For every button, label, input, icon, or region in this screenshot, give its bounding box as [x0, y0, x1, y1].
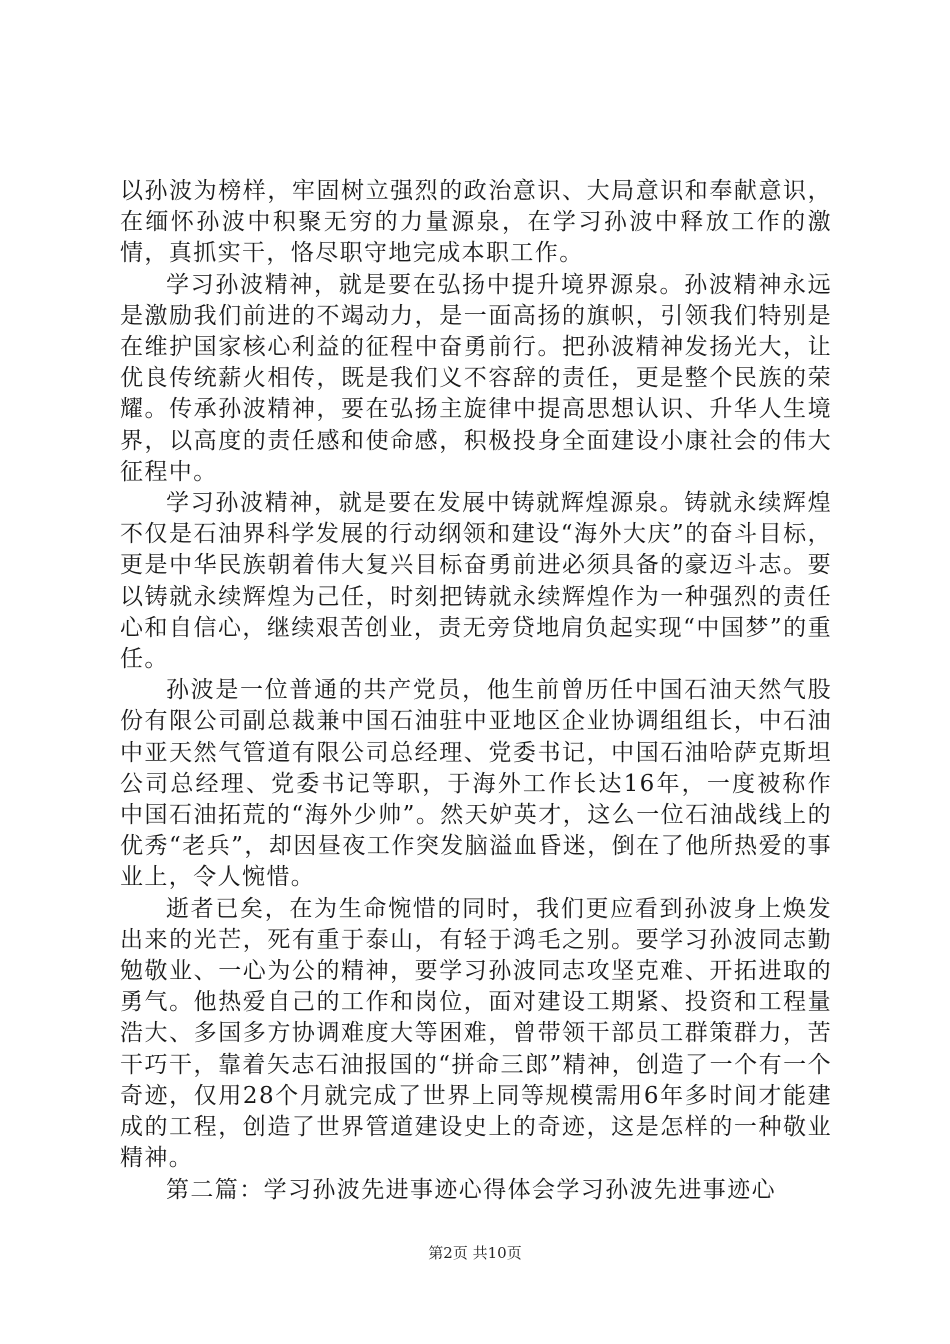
page-footer: 第2页 共10页 — [428, 1244, 522, 1262]
paragraph-1: 以孙波为榜样，牢固树立强烈的政治意识、大局意识和奉献意识，在缅怀孙波中积聚无穷的力量源泉，在学习孙波中释放工作的激情，真抓实干，恪尽职守地完成本职工作。 — [120, 178, 832, 267]
paragraph-5: 逝者已矣，在为生命惋惜的同时，我们更应看到孙波身上焕发出来的光芒，死有重于泰山，有轻于鸿毛之别。要学习孙波同志勤勉敬业、一心为公的精神，要学习孙波同志攻坚克难、开拓进取的勇气。他热爱自己的工作和岗位，面对建设工期紧、投资和工程量浩大、多国多方协调难度大等困难，曾带领干部员工群策群力，苦干巧干，靠着矢志石油报国的“拼命三郎”精神，创造了一个有一个奇迹，仅用28个月就完成了世界上同等规模需用6年多时间才能建成的工程，创造了世界管道建设史上的奇迹，这是怎样的一种敬业精神。 — [120, 895, 832, 1172]
paragraph-6: 第二篇：学习孙波先进事迹心得体会学习孙波先进事迹心 — [166, 1176, 776, 1203]
paragraph-3: 学习孙波精神，就是要在发展中铸就辉煌源泉。铸就永续辉煌不仅是石油界科学发展的行动纲领和建设“海外大庆”的奋斗目标，更是中华民族朝着伟大复兴目标奋勇前进必须具备的豪迈斗志。要以铸就永续辉煌为己任，时刻把铸就永续辉煌作为一种强烈的责任心和自信心，继续艰苦创业，责无旁贷地肩负起实现“中国梦”的重任。 — [120, 490, 832, 673]
document-body — [120, 176, 832, 1206]
paragraph-2: 学习孙波精神，就是要在弘扬中提升境界源泉。孙波精神永远是激励我们前进的不竭动力，是一面高扬的旗帜，引领我们特别是在维护国家核心利益的征程中奋勇前行。把孙波精神发扬光大，让优良传统薪火相传，既是我们义不容辞的责任，更是整个民族的荣耀。传承孙波精神，要在弘扬主旋律中提高思想认识、升华人生境界，以高度的责任感和使命感，积极投身全面建设小康社会的伟大征程中。 — [120, 271, 832, 485]
paragraph-4: 孙波是一位普通的共产党员，他生前曾历任中国石油天然气股份有限公司副总裁兼中国石油驻中亚地区企业协调组组长，中石油中亚天然气管道有限公司总经理、党委书记，中国石油哈萨克斯坦公司总经理、党委书记等职，于海外工作长达16年，一度被称作中国石油拓荒的“海外少帅”。然天妒英才，这么一位石油战线上的优秀“老兵”，却因昼夜工作突发脑溢血昏迷，倒在了他所热爱的事业上，令人惋惜。 — [120, 677, 832, 891]
